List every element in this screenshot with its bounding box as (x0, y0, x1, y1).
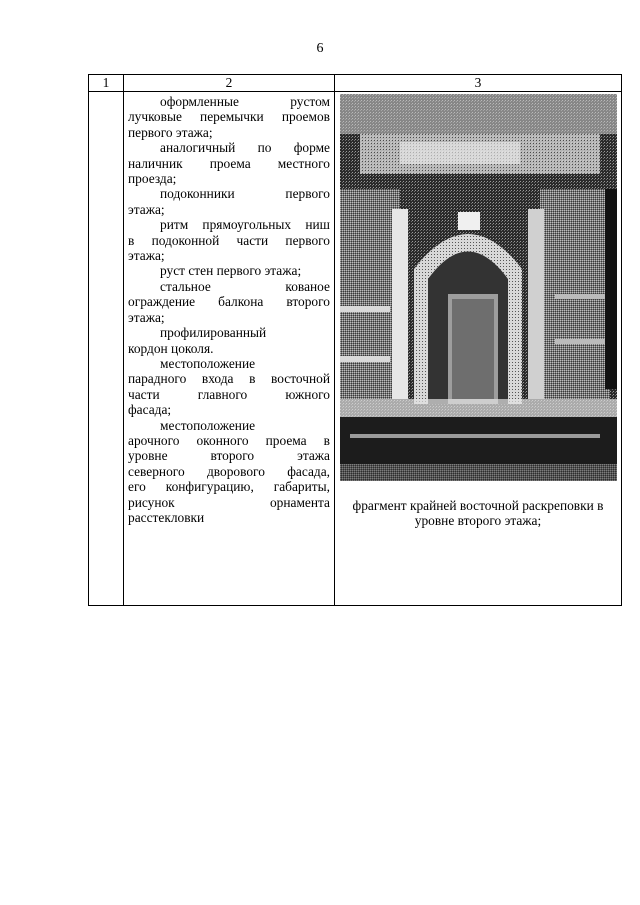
table-row (89, 92, 622, 606)
feature-line: подоконники первого (160, 186, 330, 202)
feature-paragraph (128, 279, 330, 325)
feature-line: лучковые перемычки проемов (128, 109, 330, 125)
row-number-cell (89, 92, 124, 606)
photo-wrapper (335, 92, 621, 481)
feature-line: арочного оконного проема в (128, 432, 330, 448)
feature-line: северного дворового фасада, (128, 463, 330, 479)
photo-caption: фрагмент крайней восточной раскреповки в уровне второго этажа; (352, 498, 604, 529)
feature-line: проезда; (128, 171, 177, 187)
feature-line: ритм прямоугольных ниш (160, 217, 330, 233)
feature-line: уровне второго этажа (128, 448, 330, 464)
feature-line: в подоконной части первого (128, 232, 330, 248)
feature-line: местоположение (160, 355, 256, 371)
feature-line: парадного входа в восточной (128, 371, 330, 387)
feature-line: этажа; (128, 248, 165, 264)
feature-line: его конфигурацию, габариты, (128, 479, 330, 495)
feature-paragraph (128, 418, 330, 526)
table-header-row (89, 75, 622, 92)
feature-paragraph (128, 263, 330, 278)
feature-paragraph (128, 94, 330, 140)
feature-line: этажа; (128, 201, 165, 217)
feature-line: этажа; (128, 309, 165, 325)
facade-photo (340, 94, 617, 481)
feature-line: ограждение балкона второго (128, 294, 330, 310)
features-list (128, 94, 330, 525)
features-cell (124, 92, 335, 606)
feature-paragraph (128, 356, 330, 418)
header-col-1: 1 (89, 75, 124, 92)
photo-cell (335, 92, 622, 606)
header-col-3: 3 (335, 75, 622, 92)
feature-line: местоположение (160, 417, 256, 433)
feature-paragraph (128, 186, 330, 217)
feature-line: части главного южного (128, 386, 330, 402)
page-number: 6 (316, 41, 324, 56)
feature-line: фасада; (128, 402, 172, 418)
feature-paragraph (128, 325, 330, 356)
feature-line: кордон цоколя. (128, 340, 214, 356)
header-col-2: 2 (124, 75, 335, 92)
feature-line: руст стен первого этажа; (160, 263, 302, 279)
feature-line: расстекловки (128, 509, 205, 525)
feature-line: аналогичный по форме (160, 140, 330, 156)
feature-line: стальное кованое (160, 278, 330, 294)
feature-line: первого этажа; (128, 124, 213, 140)
feature-line: рисунок орнамента (128, 494, 330, 510)
feature-paragraph (128, 140, 330, 186)
feature-line: наличник проема местного (128, 155, 330, 171)
feature-line: оформленные рустом (160, 94, 330, 109)
document-table (88, 74, 622, 606)
feature-paragraph (128, 217, 330, 263)
feature-line: профилированный (160, 325, 267, 341)
